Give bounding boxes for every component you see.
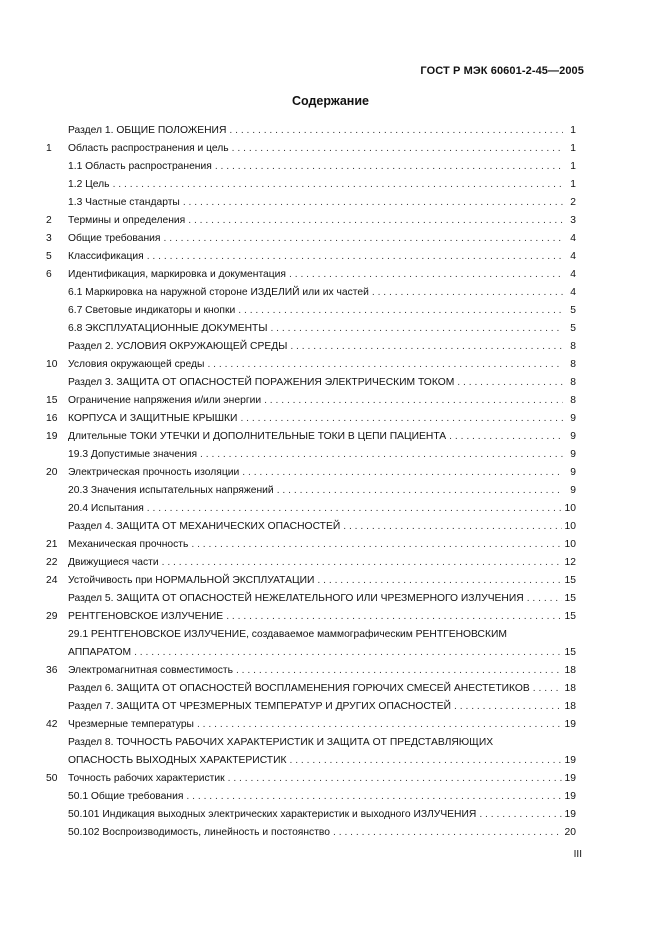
toc-entry-title: 1.1 Область распространения [68,161,212,172]
toc-entry-page: 8 [570,377,576,388]
toc-entry-number: 1 [46,143,52,154]
toc-entry [46,392,576,410]
toc-entry-title: Точность рабочих характеристик [68,773,225,784]
toc-entry-page: 8 [570,341,576,352]
toc-entry [46,482,576,500]
toc-entry-title: Электрическая прочность изоляции [68,467,240,478]
toc-entry [46,500,576,518]
toc-entry-page: 4 [570,251,576,262]
dot-leader [277,482,563,500]
toc-entry-title: Электромагнитная совместимость [68,665,233,676]
toc-entry-page: 2 [570,197,576,208]
table-of-contents [46,122,576,842]
toc-entry [46,428,576,446]
toc-entry [46,122,576,140]
toc-entry-page: 19 [564,755,576,766]
toc-entry [46,230,576,248]
toc-entry-number: 5 [46,251,52,262]
toc-entry-title: Чрезмерные температуры [68,719,194,730]
toc-entry-title: Идентификация, маркировка и документация [68,269,286,280]
toc-entry-page: 10 [564,521,576,532]
toc-entry [46,806,576,824]
toc-entry-number: 29 [46,611,58,622]
dot-leader [449,428,563,446]
toc-entry [46,788,576,806]
toc-entry-number: 16 [46,413,58,424]
toc-entry [46,194,576,212]
toc-entry-page: 5 [570,305,576,316]
toc-entry-page: 19 [564,791,576,802]
toc-entry [46,374,576,392]
toc-entry-page: 8 [570,359,576,370]
toc-entry-title: Длительные ТОКИ УТЕЧКИ И ДОПОЛНИТЕЛЬНЫЕ ТОКИ В ЦЕПИ ПАЦИЕНТА [68,431,447,442]
toc-entry-title: Термины и определения [68,215,186,226]
dot-leader [207,356,563,374]
toc-entry-title: Классификация [68,251,144,262]
dot-leader [186,788,561,806]
dot-leader [333,824,562,842]
toc-entry-page: 5 [570,323,576,334]
toc-entry [46,284,576,302]
dot-leader [264,392,563,410]
toc-entry-title: АППАРАТОМ [68,647,132,658]
toc-entry-title: 20.4 Испытания [68,503,144,514]
toc-entry [46,356,576,374]
toc-entry-number: 21 [46,539,58,550]
toc-entry [46,518,576,536]
toc-entry-title: КОРПУСА И ЗАЩИТНЫЕ КРЫШКИ [68,413,238,424]
toc-entry-page: 15 [564,575,576,586]
toc-entry-page: 9 [570,467,576,478]
dot-leader [372,284,563,302]
toc-entry-title: 50.101 Индикация выходных электрических характеристик и выходного ИЗЛУЧЕНИЯ [68,809,477,820]
toc-entry-number: 2 [46,215,52,226]
toc-entry-number: 42 [46,719,58,730]
toc-entry-page: 19 [564,773,576,784]
toc-entry-number: 15 [46,395,58,406]
toc-entry-number: 20 [46,467,58,478]
toc-entry-page: 18 [564,701,576,712]
toc-entry-page: 9 [570,449,576,460]
toc-entry [46,248,576,266]
toc-entry-title: 19.3 Допустимые значения [68,449,198,460]
dot-leader [147,500,562,518]
toc-entry [46,302,576,320]
toc-entry-page: 1 [570,179,576,190]
toc-entry-title: Раздел 6. ЗАЩИТА ОТ ОПАСНОСТЕЙ ВОСПЛАМЕНЕНИЯ ГОРЮЧИХ СМЕСЕЙ АНЕСТЕТИКОВ [68,683,530,694]
toc-entry-title: Раздел 7. ЗАЩИТА ОТ ЧРЕЗМЕРНЫХ ТЕМПЕРАТУР И ДРУГИХ ОПАСНОСТЕЙ [68,701,452,712]
toc-entry [46,536,576,554]
toc-entry [46,554,576,572]
dot-leader [215,158,563,176]
toc-entry-title: 6.7 Световые индикаторы и кнопки [68,305,236,316]
toc-entry-title: 50.102 Воспроизводимость, линейность и постоянство [68,827,330,838]
toc-entry-page: 9 [570,413,576,424]
dot-leader [457,374,563,392]
dot-leader [134,644,561,662]
dot-leader [183,194,563,212]
toc-entry [46,338,576,356]
toc-entry [46,320,576,338]
toc-entry-title: Раздел 2. УСЛОВИЯ ОКРУЖАЮЩЕЙ СРЕДЫ [68,341,288,352]
toc-entry-title: 50.1 Общие требования [68,791,184,802]
toc-entry-title: Механическая прочность [68,539,189,550]
toc-entry-page: 9 [570,431,576,442]
toc-entry-page: 15 [564,593,576,604]
toc-entry-page: 8 [570,395,576,406]
toc-entry-title: Раздел 3. ЗАЩИТА ОТ ОПАСНОСТЕЙ ПОРАЖЕНИЯ ЭЛЕКТРИЧЕСКИМ ТОКОМ [68,377,455,388]
toc-entry-page: 1 [570,125,576,136]
toc-entry-title: Устойчивость при НОРМАЛЬНОЙ ЭКСПЛУАТАЦИИ [68,575,315,586]
toc-entry-number: 22 [46,557,58,568]
toc-entry [46,158,576,176]
dot-leader [236,662,562,680]
toc-entry-title: Условия окружающей среды [68,359,205,370]
toc-entry-page: 10 [564,539,576,550]
dot-leader [317,572,561,590]
dot-leader [527,590,562,608]
toc-entry-title: 1.3 Частные стандарты [68,197,180,208]
toc-entry-page: 15 [564,611,576,622]
dot-leader [289,266,563,284]
toc-entry-title: Область распространения и цель [68,143,229,154]
toc-entry-page: 4 [570,269,576,280]
dot-leader [232,140,563,158]
toc-entry-title: Раздел 1. ОБЩИЕ ПОЛОЖЕНИЯ [68,125,227,136]
toc-entry-number: 24 [46,575,58,586]
toc-entry-title: Общие требования [68,233,161,244]
dot-leader [270,320,563,338]
dot-leader [164,230,564,248]
toc-entry-title: РЕНТГЕНОВСКОЕ ИЗЛУЧЕНИЕ [68,611,224,622]
toc-entry [46,734,576,770]
toc-entry-number: 6 [46,269,52,280]
dot-leader [454,698,562,716]
dot-leader [113,176,563,194]
dot-leader [191,536,561,554]
toc-entry-title-line: 29.1 РЕНТГЕНОВСКОЕ ИЗЛУЧЕНИЕ, создаваемое маммографическим РЕНТГЕНОВСКИМ [68,629,507,640]
dot-leader [162,554,562,572]
toc-entry-page: 4 [570,287,576,298]
toc-entry-title: Движущиеся части [68,557,159,568]
toc-entry [46,662,576,680]
toc-entry-page: 18 [564,683,576,694]
toc-entry-page: 3 [570,215,576,226]
toc-entry [46,410,576,428]
dot-leader [479,806,561,824]
dot-leader [242,464,563,482]
toc-entry-title-line: Раздел 8. ТОЧНОСТЬ РАБОЧИХ ХАРАКТЕРИСТИК И ЗАЩИТА ОТ ПРЕДСТАВЛЯЮЩИХ [68,737,494,748]
toc-entry-page: 12 [564,557,576,568]
dot-leader [188,212,563,230]
dot-leader [147,248,563,266]
toc-entry-title: 20.3 Значения испытательных напряжений [68,485,274,496]
toc-entry [46,464,576,482]
toc-entry-number: 3 [46,233,52,244]
page-number: III [573,849,582,860]
toc-entry [46,608,576,626]
dot-leader [229,122,563,140]
dot-leader [289,752,561,770]
toc-entry-number: 36 [46,665,58,676]
toc-entry-page: 1 [570,161,576,172]
toc-entry-page: 18 [564,665,576,676]
toc-entry [46,212,576,230]
dot-leader [238,302,563,320]
dot-leader [290,338,563,356]
toc-entry-title: 6.1 Маркировка на наружной стороне ИЗДЕЛИЙ или их частей [68,287,369,298]
dot-leader [228,770,562,788]
dot-leader [197,716,562,734]
toc-entry-page: 10 [564,503,576,514]
toc-entry-page: 15 [564,647,576,658]
toc-entry [46,590,576,608]
toc-entry [46,698,576,716]
toc-entry-title: Ограничение напряжения и/или энергии [68,395,262,406]
dot-leader [226,608,561,626]
toc-entry-number: 19 [46,431,58,442]
dot-leader [533,680,562,698]
toc-entry-page: 4 [570,233,576,244]
toc-entry-title: Раздел 5. ЗАЩИТА ОТ ОПАСНОСТЕЙ НЕЖЕЛАТЕЛЬНОГО ИЛИ ЧРЕЗМЕРНОГО ИЗЛУЧЕНИЯ [68,593,524,604]
document-header: ГОСТ Р МЭК 60601-2-45—2005 [420,65,584,77]
dot-leader [200,446,563,464]
toc-entry-title: ОПАСНОСТЬ ВЫХОДНЫХ ХАРАКТЕРИСТИК [68,755,287,766]
toc-entry [46,572,576,590]
toc-entry [46,266,576,284]
toc-entry-title: Раздел 4. ЗАЩИТА ОТ МЕХАНИЧЕСКИХ ОПАСНОСТЕЙ [68,521,341,532]
toc-entry-page: 9 [570,485,576,496]
toc-entry [46,140,576,158]
toc-entry-page: 19 [564,719,576,730]
toc-entry-number: 50 [46,773,58,784]
dot-leader [343,518,561,536]
toc-entry-page: 19 [564,809,576,820]
toc-entry [46,770,576,788]
toc-entry-title: 6.8 ЭКСПЛУАТАЦИОННЫЕ ДОКУМЕНТЫ [68,323,268,334]
toc-entry-page: 20 [564,827,576,838]
toc-entry [46,680,576,698]
toc-entry [46,446,576,464]
page-title: Содержание [291,94,369,108]
toc-entry-number: 10 [46,359,58,370]
toc-entry-page: 1 [570,143,576,154]
toc-entry [46,176,576,194]
toc-entry [46,824,576,842]
toc-entry [46,716,576,734]
toc-entry-title: 1.2 Цель [68,179,110,190]
dot-leader [240,410,563,428]
toc-entry [46,626,576,662]
